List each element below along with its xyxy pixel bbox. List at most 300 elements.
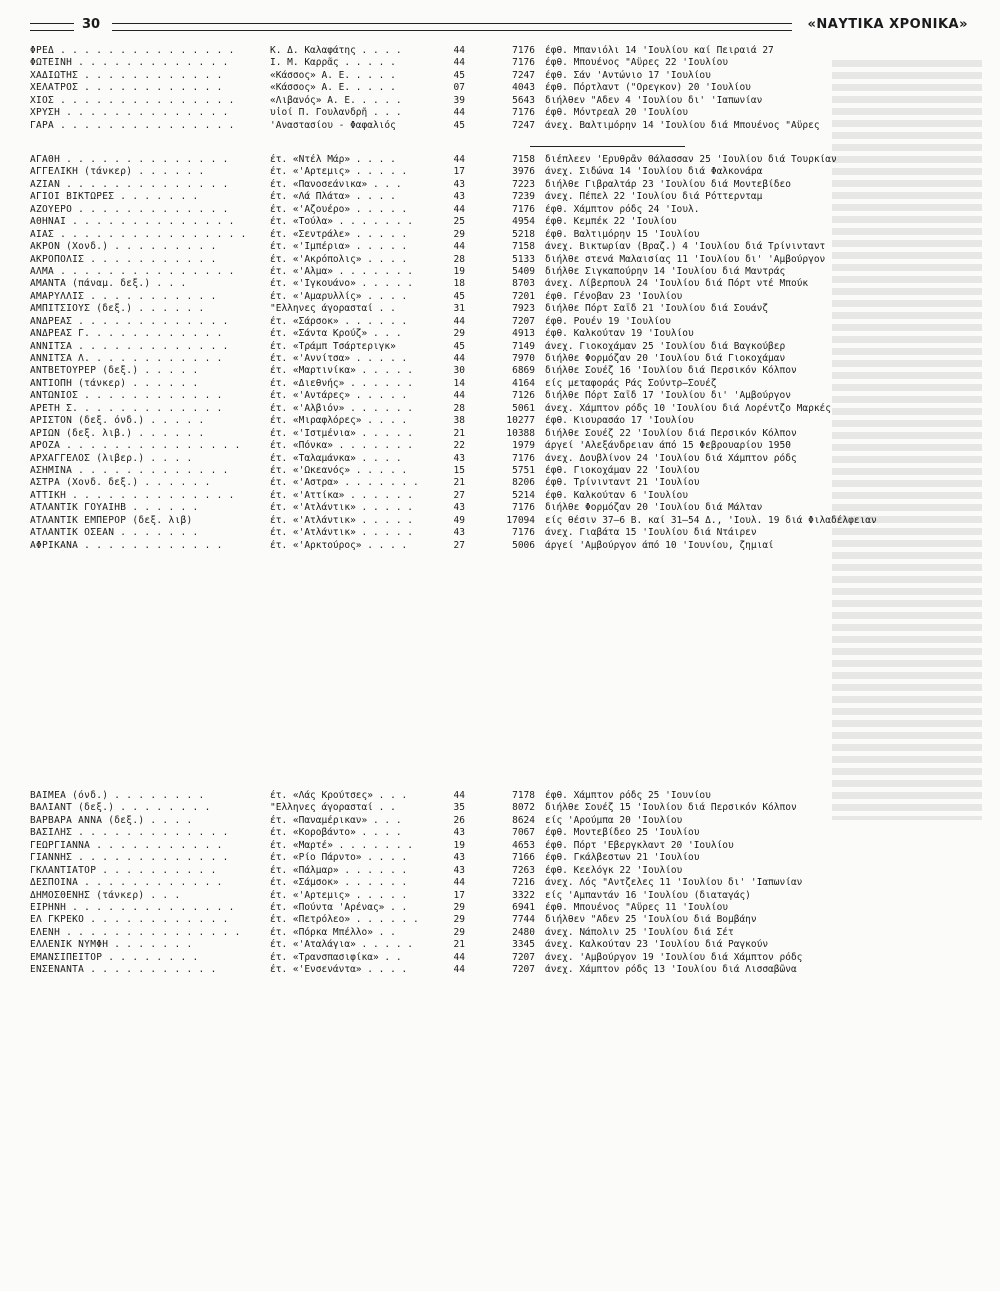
owner: Κ. Δ. Καλαφάτης . . . . [270,45,402,56]
ship-name: ΓΚΛΑΝΤΙΑΤΟΡ . . . . . . . . . . [30,864,217,876]
movement-note: άνεχ. Δουβλίνον 24 'Ιουλίου διά Χάμπτον ρόδς [545,452,797,464]
ship-name: ΑΚΡΟΝ (Χονδ.) . . . . . . . . . [30,241,217,253]
movement-note: άνεχ. Γιαβάτα 15 'Ιουλίου διά Ντάιρεν [545,527,757,539]
owner: έτ. «'Αντάρες» . . . . . [270,390,408,402]
tonnage: 5006 [512,539,535,551]
movement-note: έφθ. Μοντεβίδεο 25 'Ιουλίου [545,827,700,839]
build-year: 44 [453,315,465,327]
owner: υἱοί Π. Γουλανδρῆ . . . [270,107,402,119]
tonnage: 7923 [512,303,535,315]
ship-row [30,415,950,427]
tonnage: 7176 [512,203,535,215]
build-year: 21 [453,477,465,489]
movement-note: άνεχ. Νάπολιν 25 'Ιουλίου διά Σέτ [545,926,734,938]
ship-name: ΑΜΑΡΥΛΛΙΣ . . . . . . . . . . . [30,290,217,302]
tonnage: 5133 [512,253,535,265]
ship-row [30,453,950,465]
ship-row [30,914,950,926]
movement-note: άνεχ. Χάμπτον ρόδς 10 'Ιουλίου διά Λορέντζο Μαρκές [545,402,831,414]
tonnage: 3345 [512,939,535,951]
build-year: 43 [453,827,465,839]
tonnage: 4913 [512,328,535,340]
tonnage: 7223 [512,178,535,190]
tonnage: 7158 [512,154,535,165]
ship-name: ΑΙΑΣ . . . . . . . . . . . . . . . . [30,228,247,240]
ship-row [30,902,950,914]
ship-name: ΕΜΑΝΣΙΠΕΙΤΟΡ . . . . . . . . [30,951,199,963]
ship-name: ΑΦΡΙΚΑΝΑ . . . . . . . . . . . . [30,539,223,551]
build-year: 15 [453,464,465,476]
tonnage: 5751 [512,464,535,476]
tonnage: 8072 [512,802,535,814]
movement-note: άργεί 'Αμβούργον άπό 10 'Ιουνίου, ζημιαί [545,539,774,551]
ship-name: ΦΩΤΕΙΝΗ . . . . . . . . . . . . . [30,57,229,69]
build-year: 44 [453,353,465,364]
ship-row [30,216,950,228]
movement-note: διήλθε Σουέζ 15 'Ιουλίου διά Περσικόν Κόλπον [545,802,797,814]
movement-note: έφθ. Τρίνινταντ 21 'Ιουλίου [545,477,700,489]
tonnage: 7201 [512,290,535,302]
movement-note: έφθ. Γένοβαν 23 'Ιουλίου [545,290,683,302]
tonnage: 5218 [512,228,535,240]
tonnage: 10388 [506,427,535,439]
ship-name: ΑΣΤΡΑ (Χονδ. δεξ.) . . . . . . [30,477,211,489]
build-year: 44 [453,57,465,69]
section-divider [530,146,685,147]
tonnage: 7178 [512,790,535,801]
build-year: 18 [453,278,465,290]
movement-note: άνεχ. Γιοκοχάμαν 25 'Ιουλίου διά Βαγκούβερ [545,340,786,352]
tonnage: 7126 [512,390,535,402]
build-year: 44 [453,154,465,165]
movement-note: διήλθε Πόρτ Σαΐδ 17 'Ιουλίου δι' 'Αμβούργον [545,390,791,402]
movement-note: έφθ. Βαλτιμόρην 15 'Ιουλίου [545,228,700,240]
owner: έτ. «'Αμαρυλλίς» . . . . [270,290,408,302]
owner: έτ. «Πόρκα Μπέλλο» . . [270,926,396,938]
ship-name: ΑΝΝΙΤΣΑ Λ. . . . . . . . . . . . [30,353,223,364]
movement-note: άργεί 'Αλεξάνδρειαν άπό 15 Φεβρουαρίου 1950 [545,440,791,452]
ship-name: ΑΝΤΒΕΤΟΥΡΕΡ (δεξ.) . . . . . [30,365,199,377]
ship-row [30,465,950,477]
tonnage: 7744 [512,914,535,926]
ship-row [30,82,950,94]
owner: έτ. «'Αρτεμις» . . . . . [270,889,408,901]
owner: έτ. «Ρίο Πάρντο» . . . . [270,852,408,864]
build-year: 43 [453,527,465,539]
owner: έτ. «Ταλαμάνκα» . . . . [270,452,402,464]
ship-row [30,802,950,814]
ship-row [30,490,950,502]
ship-row [30,877,950,889]
movement-note: έφθ. Γκάλβεστων 21 'Ιουλίου [545,852,700,864]
tonnage: 3976 [512,166,535,178]
ship-row [30,291,950,303]
ship-name: ΓΑΡΑ . . . . . . . . . . . . . . . [30,119,235,131]
ship-name: ΑΤΛΑΝΤΙΚ ΓΟΥΑΙΗΒ . . . . . . [30,502,199,514]
ship-row [30,378,950,390]
ship-row [30,179,950,191]
ship-row [30,365,950,377]
ship-name: ΑΝΔΡΕΑΣ . . . . . . . . . . . . . [30,315,229,327]
build-year: 19 [453,265,465,277]
page-number: 30 [82,17,101,32]
build-year: 43 [453,502,465,514]
owner: Ι. Μ. Καρρᾶς . . . . . [270,57,396,69]
movement-note: διήλθε Φορμόζαν 20 'Ιουλίου διά Γιοκοχάμαν [545,353,786,364]
build-year: 45 [453,340,465,352]
movement-note: έφθ. Μπουένος "Αϋρες 11 'Ιουλίου [545,901,729,913]
tonnage: 17094 [506,514,535,526]
movement-note: είς 'Αρούμπα 20 'Ιουλίου [545,814,683,826]
movement-note: έφθ. Κεμπέκ 22 'Ιουλίου [545,216,677,228]
ship-name: ΓΕΩΡΓΙΑΝΝΑ . . . . . . . . . . . [30,839,223,851]
tonnage: 7207 [512,951,535,963]
build-year: 43 [453,852,465,864]
ship-row [30,266,950,278]
owner: έτ. «'Αννίτσα» . . . . . [270,353,408,364]
ship-row [30,502,950,514]
ship-row [30,890,950,902]
ship-name: ΑΝΝΙΤΣΑ . . . . . . . . . . . . . [30,340,229,352]
build-year: 44 [453,241,465,253]
movement-note: διήλθεν "Αδεν 25 'Ιουλίου διά Βομβάην [545,914,757,926]
build-year: 44 [453,877,465,889]
tonnage: 7149 [512,340,535,352]
build-year: 31 [453,303,465,315]
ship-name: ΔΕΣΠΟΙΝΑ . . . . . . . . . . . . [30,877,223,889]
ship-name: ΑΡΟΖΑ . . . . . . . . . . . . . . . [30,440,241,452]
tonnage: 8206 [512,477,535,489]
ship-row [30,254,950,266]
owner: έτ. «'Ατλάντικ» . . . . . [270,502,413,514]
owner: έτ. «Πετρόλεο» . . . . . . [270,914,419,926]
build-year: 21 [453,939,465,951]
movement-note: διήλθε Πόρτ Σαΐδ 21 'Ιουλίου διά Σουάνζ [545,303,769,315]
build-year: 44 [453,790,465,801]
movement-note: διήλθε Σουέζ 22 'Ιουλίου διά Περσικόν Κόλπον [545,427,797,439]
tonnage: 4954 [512,216,535,228]
ship-name: ΑΝΤΙΟΠΗ (τάνκερ) . . . . . . [30,377,199,389]
ship-name: ΔΗΜΟΣΘΕΝΗΣ (τάνκερ) . . . [30,889,181,901]
owner: έτ. «'Ιγκουάνο» . . . . . [270,278,413,290]
ship-row [30,865,950,877]
ship-name: ΕΙΡΗΝΗ . . . . . . . . . . . . . . [30,901,235,913]
tonnage: 2480 [512,926,535,938]
owner: «Κάσσος» Α. Ε. . . . . [270,82,396,94]
tonnage: 6941 [512,901,535,913]
ship-name: ΕΛΕΝΗ . . . . . . . . . . . . . . . [30,926,241,938]
owner: έτ. «'Ιμπέρια» . . . . . [270,241,408,253]
header-rule-middle [112,23,792,31]
tonnage: 4164 [512,377,535,389]
ship-name: ΑΘΗΝΑΙ . . . . . . . . . . . . . . [30,216,235,228]
owner: έτ. «Τράμπ Τσάρτεριγκ» [270,340,396,352]
owner: έτ. «'Αρκτούρος» . . . . [270,539,408,551]
ship-row [30,120,950,132]
owner: «Κάσσος» Α. Ε. . . . . [270,69,396,81]
movement-note: έφθ. Καλκούταν 6 'Ιουλίου [545,489,688,501]
owner: έτ. «Πανοσεάνικα» . . . [270,178,402,190]
owner: έτ. «Μαρτινίκα» . . . . . [270,365,413,377]
ship-name: ΑΚΡΟΠΟΛΙΣ . . . . . . . . . . . [30,253,217,265]
ship-name: ΑΖΟΥΕΡΟ . . . . . . . . . . . . . [30,203,229,215]
owner: "Ελληνες άγορασταί . . [270,802,396,814]
build-year: 29 [453,901,465,913]
ship-name: ΕΝΣΕΝΑΝΤΑ . . . . . . . . . . . [30,964,217,976]
tonnage: 1979 [512,440,535,452]
ship-name: ΧΕΛΑΤΡΟΣ . . . . . . . . . . . . [30,82,223,94]
ship-row [30,952,950,964]
build-year: 44 [453,45,465,56]
owner: έτ. «Σεντράλε» . . . . . [270,228,408,240]
build-year: 39 [453,94,465,106]
build-year: 07 [453,82,465,94]
ship-row [30,278,950,290]
build-year: 43 [453,864,465,876]
ship-row [30,540,950,552]
tonnage: 7247 [512,119,535,131]
ship-row [30,403,950,415]
ship-name: ΑΤΤΙΚΗ . . . . . . . . . . . . . . [30,489,235,501]
build-year: 19 [453,839,465,851]
ship-name: ΒΑΙΜΕΑ (όνδ.) . . . . . . . . [30,790,205,801]
tonnage: 6869 [512,365,535,377]
tonnage: 7158 [512,241,535,253]
build-year: 44 [453,951,465,963]
ship-row [30,477,950,489]
page-header [30,14,970,40]
build-year: 45 [453,290,465,302]
build-year: 44 [453,107,465,119]
ship-name: ΑΡΙΩΝ (δεξ. λιβ.) . . . . . . [30,427,205,439]
ship-name: ΒΑΣΙΛΗΣ . . . . . . . . . . . . . [30,827,229,839]
build-year: 44 [453,390,465,402]
owner: έτ. «'Αστρα» . . . . . . . [270,477,419,489]
ship-row [30,229,950,241]
movement-note: έφθ. Σάν 'Αντώνιο 17 'Ιουλίου [545,69,711,81]
owner: έτ. «'Αρτεμις» . . . . . [270,166,408,178]
ship-name: ΒΑΛΙΑΝΤ (δεξ.) . . . . . . . . [30,802,211,814]
ship-name: ΑΓΑΘΗ . . . . . . . . . . . . . . [30,154,229,165]
ship-row [30,341,950,353]
owner: έτ. «'Ακρόπολις» . . . . [270,253,408,265]
ship-row [30,939,950,951]
movement-note: έφθ. Πόρτ 'Εβεργκλαντ 20 'Ιουλίου [545,839,734,851]
build-year: 28 [453,402,465,414]
ship-name: ΕΛΛΕΝΙΚ ΝΥΜΦΗ . . . . . . . [30,939,193,951]
ship-row [30,57,950,69]
build-year: 17 [453,889,465,901]
owner: έτ. «Ντέλ Μάρ» . . . . [270,154,396,165]
owner: έτ. «Σάρσοκ» . . . . . . [270,315,408,327]
ship-row [30,353,950,365]
ship-row [30,204,950,216]
tonnage: 7176 [512,107,535,119]
owner: έτ. «Λάς Κρούτσες» . . . [270,790,408,801]
movement-note: άνεχ. Καλκούταν 23 'Ιουλίου διά Ραγκούν [545,939,769,951]
movement-note: είς θέσιν 37—6 Β. καί 31—54 Δ., 'Ιουλ. 19 διά Φιλαδέλφειαν [545,514,877,526]
owner: 'Αναστασίου - Φαφαλιός [270,119,396,131]
tonnage: 7239 [512,191,535,203]
ship-row [30,303,950,315]
tonnage: 7166 [512,852,535,864]
owner: έτ. «'Ατλάντικ» . . . . . [270,514,413,526]
ship-list-section-3 [30,790,950,977]
movement-note: άνεχ. Βικτωρίαν (Βραζ.) 4 'Ιουλίου διά Τρίνινταντ [545,241,826,253]
build-year: 26 [453,814,465,826]
owner: έτ. «Πάλμαρ» . . . . . . [270,864,408,876]
build-year: 45 [453,69,465,81]
build-year: 43 [453,452,465,464]
ship-row [30,852,950,864]
build-year: 30 [453,365,465,377]
tonnage: 5409 [512,265,535,277]
tonnage: 8624 [512,814,535,826]
movement-note: διήλθε Φορμόζαν 20 'Ιουλίου διά Μάλταν [545,502,763,514]
movement-note: έφθ. Κιουρασάο 17 'Ιουλίου [545,415,694,427]
owner: έτ. «Σάντα Κρούζ» . . . [270,328,402,340]
build-year: 27 [453,539,465,551]
tonnage: 7207 [512,315,535,327]
ship-row [30,166,950,178]
movement-note: άνεχ. Πέπελ 22 'Ιουλίου διά Ρόττερνταμ [545,191,763,203]
tonnage: 7176 [512,502,535,514]
build-year: 17 [453,166,465,178]
tonnage: 7247 [512,69,535,81]
build-year: 21 [453,427,465,439]
movement-note: άνεχ. Σιδώνα 14 'Ιουλίου διά Φαλκονάρα [545,166,763,178]
tonnage: 7176 [512,452,535,464]
ship-name: ΑΤΛΑΝΤΙΚ ΟΣΕΑΝ . . . . . . . [30,527,199,539]
owner: έτ. «'Ωκεανός» . . . . . [270,464,408,476]
tonnage: 7067 [512,827,535,839]
build-year: 38 [453,415,465,427]
movement-note: άνεχ. 'Αμβούργον 19 'Ιουλίου διά Χάμπτον ρόδς [545,951,803,963]
owner: έτ. «'Αττίκα» . . . . . . [270,489,413,501]
owner: έτ. «'Ατλάντικ» . . . . . [270,527,413,539]
owner: έτ. «Τούλα» . . . . . . . [270,216,413,228]
ship-row [30,191,950,203]
build-year: 22 [453,440,465,452]
ship-row [30,316,950,328]
movement-note: είς 'Αμπαντάν 16 'Ιουλίου (διαταγάς) [545,889,751,901]
build-year: 43 [453,178,465,190]
ship-name: ΑΣΗΜΙΝΑ . . . . . . . . . . . . . [30,464,229,476]
ship-row [30,390,950,402]
movement-note: διήλθε Σιγκαπούρην 14 'Ιουλίου διά Μαντράς [545,265,786,277]
ship-row [30,428,950,440]
ship-row [30,815,950,827]
movement-note: άνεχ. Βαλτιμόρην 14 'Ιουλίου διά Μπουένος "Αϋρες [545,119,820,131]
build-year: 29 [453,328,465,340]
ship-row [30,827,950,839]
owner: έτ. «Διεθνής» . . . . . . [270,377,413,389]
build-year: 35 [453,802,465,814]
tonnage: 8703 [512,278,535,290]
owner: έτ. «'Αλβιόν» . . . . . . [270,402,413,414]
tonnage: 5061 [512,402,535,414]
movement-note: διήλθεν "Αδεν 4 'Ιουλίου δι' 'Ιαπωνίαν [545,94,763,106]
ship-name: ΑΜΠΙΤΣΙΟΥΣ (δεξ.) . . . . . . [30,303,205,315]
ship-list-section-1 [30,45,950,132]
ship-row [30,927,950,939]
ship-row [30,107,950,119]
ship-row [30,45,950,57]
ship-row [30,440,950,452]
owner: έτ. «Μιραφλόρες» . . . . [270,415,408,427]
owner: έτ. «'Αζουέρο» . . . . . [270,203,408,215]
movement-note: άνεχ. Λός "Αντζελες 11 'Ιουλίου δι' 'Ιαπωνίαν [545,877,803,889]
tonnage: 7176 [512,57,535,69]
ship-row [30,95,950,107]
owner: έτ. «Μαρτέ» . . . . . . . [270,839,413,851]
ship-row [30,154,950,166]
ship-name: ΑΛΜΑ . . . . . . . . . . . . . . . [30,265,235,277]
ship-list-section-2 [30,154,950,552]
movement-note: έφθ. Γιοκοχάμαν 22 'Ιουλίου [545,464,700,476]
movement-note: διήλθε Γιβραλτάρ 23 'Ιουλίου διά Μοντεβίδεο [545,178,791,190]
movement-note: έφθ. Μπουένος "Αϋρες 22 'Ιουλίου [545,57,729,69]
owner: έτ. «Παναμέρικαν» . . . [270,814,402,826]
ship-row [30,70,950,82]
ship-name: ΑΤΛΑΝΤΙΚ ΕΜΠΕΡΟΡ (δεξ. λιβ) [30,514,193,526]
tonnage: 5214 [512,489,535,501]
tonnage: 4043 [512,82,535,94]
movement-note: άνεχ. Λίβερπουλ 24 'Ιουλίου διά Πόρτ ντέ Μπούκ [545,278,809,290]
movement-note: άνεχ. Χάμπτον ρόδς 13 'Ιουλίου διά Λισσαβῶνα [545,964,797,976]
ship-name: ΑΡΙΣΤΟΝ (δεξ. όνδ.) . . . . . [30,415,205,427]
ship-row [30,328,950,340]
ship-name: ΑΖΙΑΝ . . . . . . . . . . . . . . [30,178,229,190]
ship-name: ΧΙΟΣ . . . . . . . . . . . . . . . [30,94,235,106]
owner: έτ. «'Ενσενάντα» . . . . [270,964,408,976]
movement-note: διέπλεεν 'Ερυθρᾶν Θάλασσαν 25 'Ιουλίου διά Τουρκίαν [545,154,837,165]
magazine-title: «ΝΑΥΤΙΚΑ ΧΡΟΝΙΚΑ» [807,17,968,32]
movement-note: είς μεταφοράς Ράς Σούντρ—Σουέζ [545,377,717,389]
tonnage: 7207 [512,964,535,976]
owner: έτ. «'Αταλάγια» . . . . . [270,939,413,951]
build-year: 28 [453,253,465,265]
movement-note: έφθ. Πόρτλαντ ("Ορεγκον) 20 'Ιουλίου [545,82,751,94]
owner: έτ. «Λά Πλάτα» . . . . [270,191,396,203]
tonnage: 7263 [512,864,535,876]
build-year: 29 [453,228,465,240]
ship-name: ΕΛ ΓΚΡΕΚΟ . . . . . . . . . . . . [30,914,229,926]
ship-row [30,840,950,852]
build-year: 43 [453,191,465,203]
build-year: 44 [453,964,465,976]
owner: έτ. «'Ιστμένια» . . . . . [270,427,413,439]
ship-name: ΑΜΑΝΤΑ (πάναμ. δεξ.) . . . [30,278,187,290]
ship-name: ΑΡΧΑΓΓΕΛΟΣ (λιβερ.) . . . . [30,452,193,464]
tonnage: 3322 [512,889,535,901]
ship-name: ΑΝΔΡΕΑΣ Γ. . . . . . . . . . . . [30,328,223,340]
tonnage: 7176 [512,45,535,56]
owner: έτ. «'Αλμα» . . . . . . . [270,265,413,277]
movement-note: έφθ. Μόντρεαλ 20 'Ιουλίου [545,107,688,119]
movement-note: έφθ. Κεελόγκ 22 'Ιουλίου [545,864,683,876]
build-year: 27 [453,489,465,501]
ship-name: ΒΑΡΒΑΡΑ ΑΝΝΑ (δεξ.) . . . . [30,814,193,826]
build-year: 45 [453,119,465,131]
owner: έτ. «Σάμσοκ» . . . . . . [270,877,408,889]
owner: «Λιβανός» Α. Ε. . . . . [270,94,402,106]
ship-name: ΑΡΕΤΗ Σ. . . . . . . . . . . . . [30,402,223,414]
movement-note: έφθ. Καλκούταν 19 'Ιουλίου [545,328,694,340]
owner: "Ελληνες άγορασταί . . [270,303,396,315]
tonnage: 7176 [512,527,535,539]
movement-note: έφθ. Ρουέν 19 'Ιουλίου [545,315,671,327]
